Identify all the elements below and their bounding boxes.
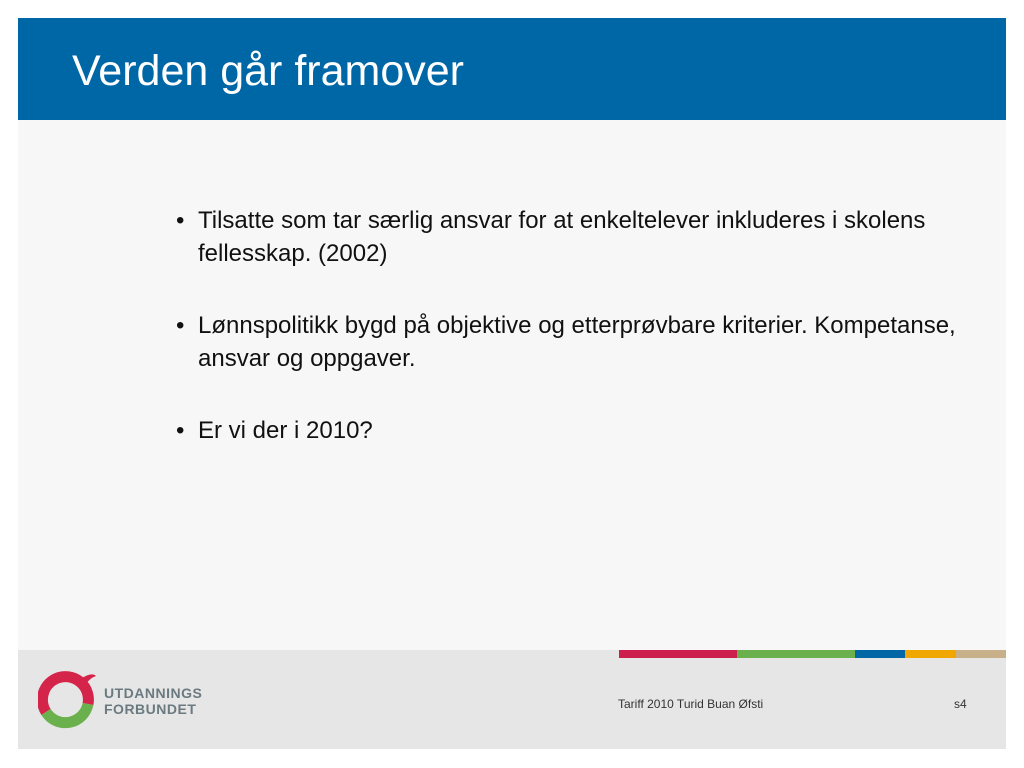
bullet-text: Tilsatte som tar særlig ansvar for at enkeltelever inkluderes i skolens fellesskap. (2002) bbox=[198, 207, 926, 267]
bullet-item bbox=[174, 414, 974, 447]
bullet-text: Lønnspolitikk bygd på objektive og etterprøvbare kriterier. Kompetanse, ansvar og oppgaver. bbox=[198, 312, 956, 372]
strip-tan bbox=[956, 650, 1006, 658]
bullet-mark: • bbox=[176, 312, 185, 339]
logo-line-2: FORBUNDET bbox=[104, 701, 197, 717]
strip-yellow bbox=[905, 650, 956, 658]
bullet-text: Er vi der i 2010? bbox=[198, 417, 373, 444]
utdanningsforbundet-logo-icon bbox=[38, 668, 100, 730]
bullet-list bbox=[174, 204, 974, 486]
footer-caption: Tariff 2010 Turid Buan Øfsti bbox=[618, 697, 764, 711]
slide bbox=[18, 18, 1006, 749]
bullet-mark: • bbox=[176, 417, 185, 444]
slide-number: s4 bbox=[954, 697, 967, 711]
bullet-item bbox=[174, 204, 974, 270]
strip-red bbox=[619, 650, 737, 658]
logo-text bbox=[104, 685, 202, 717]
strip-green bbox=[737, 650, 855, 658]
strip-blue bbox=[855, 650, 905, 658]
title-bar bbox=[18, 18, 1006, 120]
bullet-mark: • bbox=[176, 207, 185, 234]
organization-logo bbox=[38, 668, 203, 732]
bullet-item bbox=[174, 309, 974, 375]
slide-title: Verden går framover bbox=[72, 47, 464, 95]
logo-line-1: UTDANNINGS bbox=[104, 685, 203, 701]
color-strip bbox=[619, 650, 1006, 658]
